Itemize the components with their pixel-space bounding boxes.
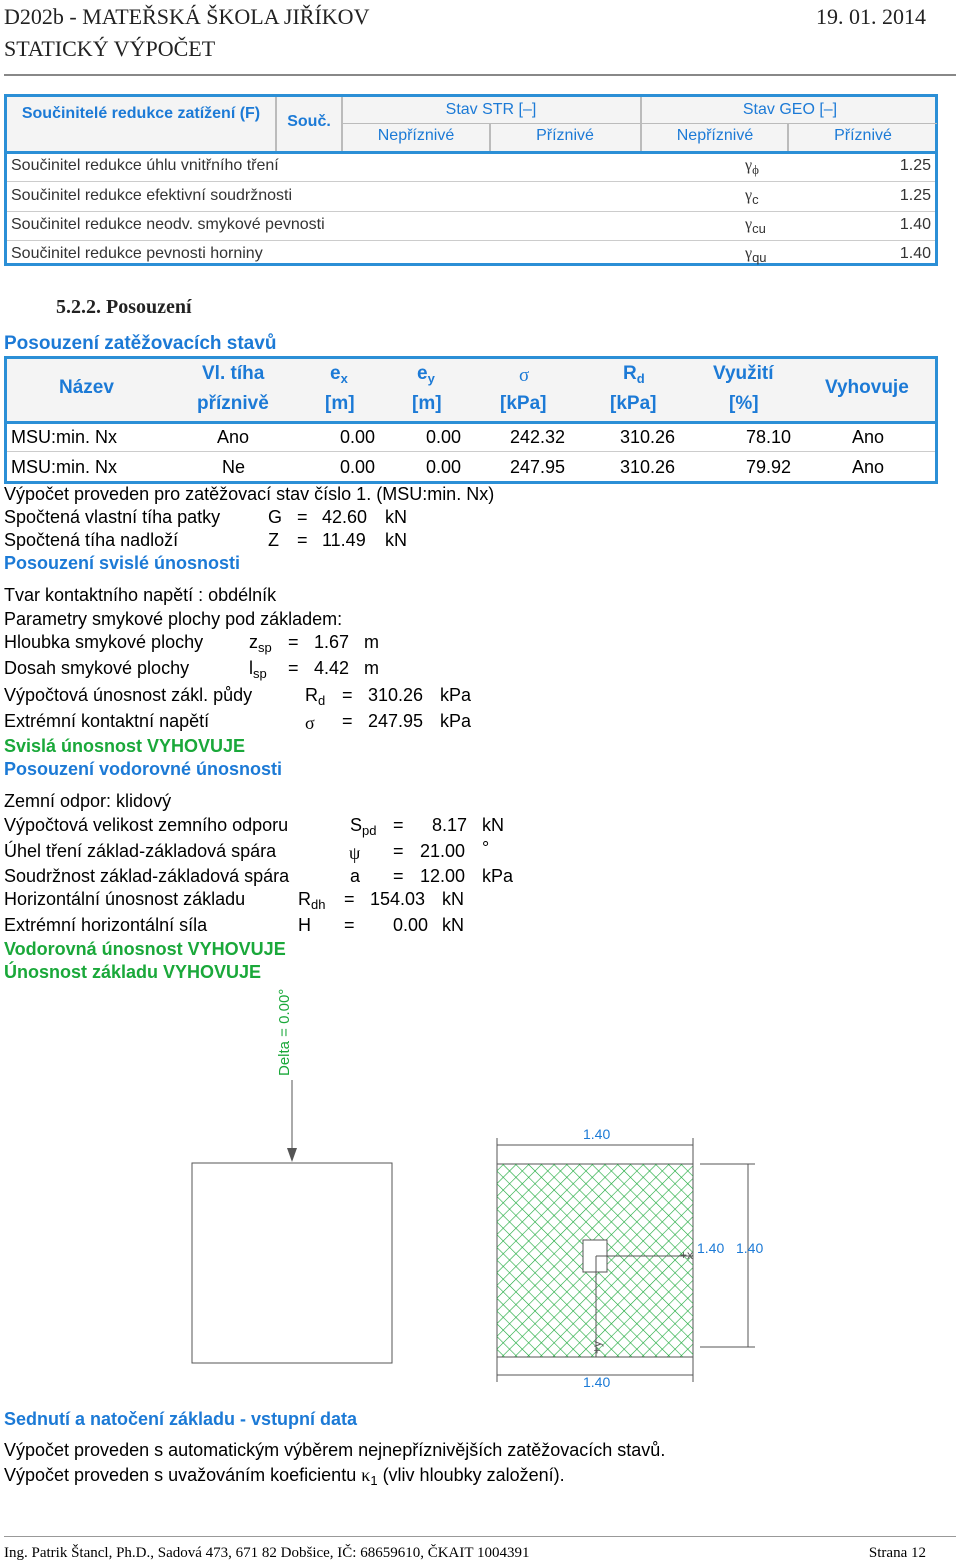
vertical-reach-unit: m: [364, 658, 379, 678]
assess-row-ex: 0.00: [340, 427, 376, 447]
horizontal-capacity-unit: kN: [442, 889, 464, 909]
assess-row-ey: 0.00: [426, 457, 462, 477]
vertical-capacity-unit: kPa: [440, 685, 472, 705]
assess-row-util: 79.92: [746, 457, 792, 477]
horizontal-load-unit: kN: [442, 915, 464, 935]
col-ey: $e_y$: [417, 363, 435, 386]
assess-row-ey: 0.00: [426, 427, 462, 447]
axis-x-label: +x: [680, 1248, 694, 1262]
calc-weight-label: Spočtená vlastní tíha patky: [4, 507, 221, 527]
reduction-row-value: 1.40: [899, 245, 931, 262]
assess-row-rd: 310.26: [620, 427, 676, 447]
calc-weight-value: 42.60: [322, 507, 368, 527]
reduction-row-label: Součinitel redukce pevnosti horniny: [11, 245, 263, 262]
horizontal-capacity-label: Horizontální únosnost základu: [4, 889, 246, 909]
dim-bottom-label: 1.40: [583, 1374, 611, 1390]
col-vyuziti-unit: [%]: [729, 393, 759, 414]
assess-row-sigma: 242.32: [510, 427, 566, 447]
col-ey-unit: [m]: [412, 393, 442, 414]
load-arrow-head: [287, 1148, 297, 1162]
calc-weight-unit: kN: [385, 507, 407, 527]
vertical-capacity-symbol: $R_d$: [305, 685, 326, 708]
document-date: 19. 01. 2014: [816, 4, 926, 29]
assess-row-ok: Ano: [852, 427, 885, 447]
horizontal-cohesion-symbol: a: [350, 866, 361, 886]
vertical-stress-value: 247.95: [368, 711, 424, 731]
horizontal-force-label: Výpočtová velikost zemního odporu: [4, 815, 289, 835]
str-priznive: Příznivé: [536, 127, 594, 144]
calc-overburden-eq: =: [297, 530, 308, 550]
col-vl-tiha: Vl. tíha: [202, 363, 265, 384]
horizontal-resist: Zemní odpor: klidový: [4, 791, 172, 811]
horizontal-cohesion-value: 12.00: [420, 866, 466, 886]
str-nepriznive: Nepříznivé: [377, 127, 455, 144]
col-ex-unit: [m]: [325, 393, 355, 414]
horizontal-force-eq: =: [393, 815, 404, 835]
horizontal-load-symbol: H: [298, 915, 311, 935]
assess-row-name: MSU:min. Nx: [11, 427, 118, 447]
assess-row-name: MSU:min. Nx: [11, 457, 118, 477]
horizontal-force-value: 8.17: [432, 815, 468, 835]
vertical-depth-eq: =: [288, 632, 299, 652]
reduction-row-value: 1.25: [899, 187, 931, 204]
vertical-heading: Posouzení svislé únosnosti: [4, 553, 241, 573]
col-vyhovuje: Vyhovuje: [825, 377, 909, 398]
settlement-line2: Výpočet proveden s uvažováním koeficientu $\kappa_1$ (vliv hloubky založení).: [4, 1465, 565, 1488]
foundation-result: Únosnost základu VYHOVUJE: [4, 962, 262, 982]
vertical-depth-unit: m: [364, 632, 379, 652]
vertical-params: Parametry smykové plochy pod základem:: [4, 609, 343, 629]
dim-right-inner-label: 1.40: [697, 1240, 725, 1256]
vertical-capacity-eq: =: [342, 685, 353, 705]
dim-top-label: 1.40: [583, 1126, 611, 1142]
col-vyuziti: Využití: [713, 363, 774, 384]
vertical-stress-label: Extrémní kontaktní napětí: [4, 711, 210, 731]
horizontal-force-symbol: $S_{pd}$: [350, 815, 377, 838]
settlement-heading: Sednutí a natočení základu - vstupní data: [4, 1409, 358, 1429]
assess-row-rd: 310.26: [620, 457, 676, 477]
load-states-heading: Posouzení zatěžovacích stavů: [4, 333, 277, 354]
col-sigma: σ: [519, 365, 530, 386]
vertical-result: Svislá únosnost VYHOVUJE: [4, 736, 246, 756]
geo-priznive: Příznivé: [834, 127, 892, 144]
vertical-reach-symbol: $l_{sp}$: [249, 658, 267, 681]
horizontal-cohesion-unit: kPa: [482, 866, 514, 886]
calc-weight-eq: =: [297, 507, 308, 527]
document-title: D202b - MATEŘSKÁ ŠKOLA JIŘÍKOV: [4, 4, 370, 29]
vertical-depth-label: Hloubka smykové plochy: [4, 632, 204, 652]
delta-angle-label: Delta = 0.00°: [276, 988, 293, 1076]
vertical-stress-unit: kPa: [440, 711, 472, 731]
reduction-row-label: Součinitel redukce neodv. smykové pevnosti: [11, 216, 325, 233]
calc-overburden-unit: kN: [385, 530, 407, 550]
assess-row-ex: 0.00: [340, 457, 376, 477]
col-priznive: příznivě: [197, 393, 269, 414]
horizontal-angle-unit: °: [482, 838, 490, 858]
footer-author: Ing. Patrik Štancl, Ph.D., Sadová 473, 671 82 Dobšice, IČ: 68659610, ČKAIT 1004391: [4, 1545, 530, 1561]
horizontal-angle-symbol: ψ: [349, 843, 361, 863]
reduction-head-geo: Stav GEO [–]: [742, 101, 838, 118]
settlement-line1: Výpočet proveden s automatickým výběrem nejnepříznivějších zatěžovacích stavů.: [4, 1440, 666, 1460]
section-heading: 5.2.2. Posouzení: [56, 296, 192, 318]
col-nazev: Název: [59, 377, 114, 398]
horizontal-force-unit: kN: [482, 815, 504, 835]
footer-page: Strana 12: [868, 1545, 926, 1561]
horizontal-load-value: 0.00: [393, 915, 429, 935]
vertical-capacity-value: 310.26: [368, 685, 424, 705]
document-subtitle: STATICKÝ VÝPOČET: [4, 36, 216, 61]
reduction-row-symbol: $\gamma_c$: [745, 187, 759, 207]
assess-row-util: 78.10: [746, 427, 792, 447]
calc-overburden-symbol: Z: [268, 530, 279, 550]
assess-row-ok: Ano: [852, 457, 885, 477]
horizontal-angle-label: Úhel tření základ-základová spára: [4, 841, 277, 861]
reduction-head-str: Stav STR [–]: [445, 101, 537, 118]
horizontal-load-label: Extrémní horizontální síla: [4, 915, 208, 935]
horizontal-cohesion-label: Soudržnost základ-základová spára: [4, 866, 290, 886]
horizontal-angle-value: 21.00: [420, 841, 466, 861]
footing-side-view: [192, 1163, 392, 1363]
calc-overburden-value: 11.49: [322, 530, 366, 550]
col-sigma-unit: [kPa]: [500, 393, 547, 414]
reduction-row-label: Součinitel redukce úhlu vnitřního tření: [11, 157, 279, 174]
horizontal-capacity-value: 154.03: [370, 889, 426, 909]
horizontal-cohesion-eq: =: [393, 866, 404, 886]
calc-weight-symbol: G: [268, 507, 283, 527]
vertical-capacity-label: Výpočtová únosnost zákl. půdy: [4, 685, 253, 705]
reduction-head-souc: Souč.: [287, 113, 331, 130]
reduction-row-symbol: $\gamma_{qu}$: [745, 245, 767, 265]
geo-nepriznive: Nepříznivé: [676, 127, 754, 144]
vertical-stress-symbol: σ: [305, 713, 315, 733]
assess-row-sigma: 247.95: [510, 457, 566, 477]
calc-overburden-label: Spočtená tíha nadloží: [4, 530, 179, 550]
horizontal-angle-eq: =: [393, 841, 404, 861]
horizontal-result: Vodorovná únosnost VYHOVUJE: [4, 939, 286, 959]
col-ex: $e_x$: [330, 363, 348, 386]
vertical-shape: Tvar kontaktního napětí : obdélník: [4, 585, 277, 605]
vertical-reach-value: 4.42: [314, 658, 350, 678]
horizontal-load-eq: =: [344, 915, 355, 935]
col-rd-unit: [kPa]: [610, 393, 657, 414]
footer-rule: [4, 1536, 956, 1537]
vertical-depth-symbol: $z_{sp}$: [249, 632, 272, 655]
reduction-row-symbol: $\gamma_\phi$: [745, 157, 759, 177]
vertical-stress-eq: =: [342, 711, 353, 731]
vertical-reach-label: Dosah smykové plochy: [4, 658, 190, 678]
assess-row-vl: Ano: [217, 427, 250, 447]
col-rd: $R_d$: [623, 363, 645, 386]
vertical-depth-value: 1.67: [314, 632, 350, 652]
horizontal-capacity-eq: =: [344, 889, 355, 909]
reduction-row-symbol: $\gamma_{cu}$: [745, 216, 766, 236]
reduction-row-value: 1.40: [899, 216, 931, 233]
horizontal-capacity-symbol: $R_{dh}$: [298, 889, 326, 912]
reduction-head-label: Součinitelé redukce zatížení (F): [21, 105, 261, 122]
horizontal-heading: Posouzení vodorovné únosnosti: [4, 759, 283, 779]
assess-row-vl: Ne: [222, 457, 246, 477]
axis-y-label: +y: [590, 1340, 604, 1354]
dim-right-outer-label: 1.40: [736, 1240, 764, 1256]
reduction-row-label: Součinitel redukce efektivní soudržnosti: [11, 187, 293, 204]
reduction-row-value: 1.25: [899, 157, 931, 174]
vertical-reach-eq: =: [288, 658, 299, 678]
calc-load-state: Výpočet proveden pro zatěžovací stav číslo 1. (MSU:min. Nx): [4, 484, 495, 504]
